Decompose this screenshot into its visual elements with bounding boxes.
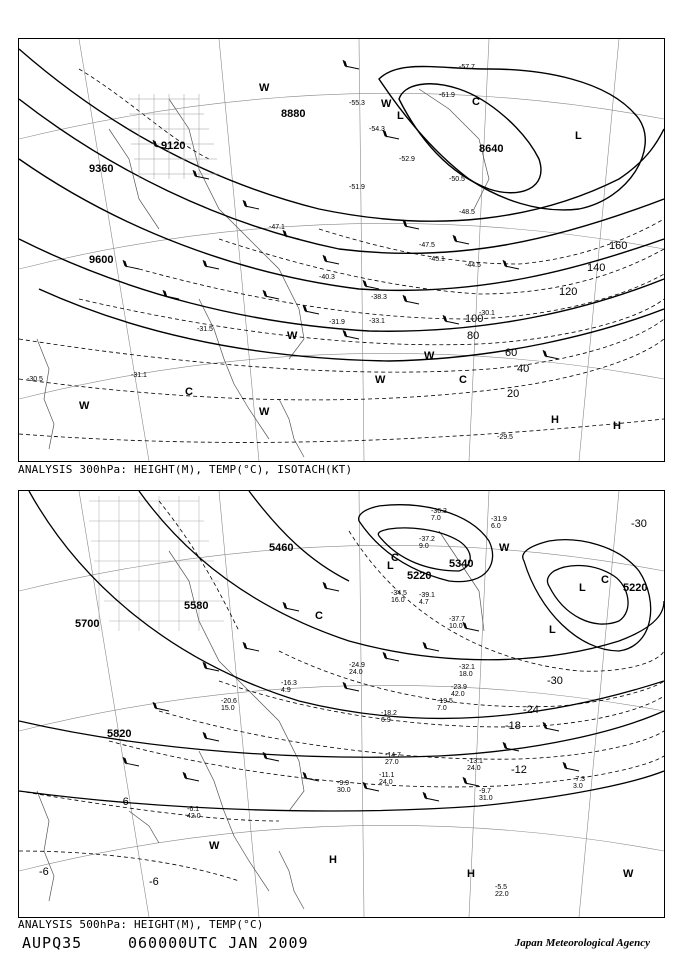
station-temperature: -31.9 (491, 516, 507, 523)
high-pressure-symbol: H (467, 868, 475, 880)
station-dewpoint-depression: 6.0 (491, 523, 501, 530)
height-label-8880: 8880 (281, 108, 306, 120)
height-label-9600: 9600 (89, 254, 114, 266)
warm-center-symbol: W (424, 350, 435, 362)
low-pressure-symbol: L (387, 560, 394, 572)
station-dewpoint-depression: 42.0 (451, 691, 465, 698)
temp-value: -44.5 (465, 262, 481, 269)
wind-barb (323, 255, 339, 264)
temp-value: -45.1 (429, 256, 445, 263)
warm-center-symbol: W (499, 542, 510, 554)
wind-barb (123, 757, 139, 766)
isotach-label-40: 40 (517, 363, 530, 375)
cold-center-symbol: C (185, 386, 193, 398)
panel-caption-500hpa: ANALYSIS 500hPa: HEIGHT(M), TEMP(°C) (18, 918, 264, 931)
height-contours (19, 49, 664, 361)
wind-barb (463, 777, 479, 786)
wind-barb (243, 642, 259, 651)
cold-center-symbol: C (459, 374, 467, 386)
height-label-5220-east: 5220 (623, 582, 648, 594)
station-dewpoint-depression: 4.7 (419, 599, 429, 606)
station-dewpoint-depression: 31.0 (479, 795, 493, 802)
height-label-9120: 9120 (161, 140, 186, 152)
chart-id: AUPQ35 (22, 934, 83, 952)
station-temperature: -16.3 (281, 680, 297, 687)
wind-barb (163, 290, 179, 299)
wind-barb (363, 782, 379, 791)
wind-barb (263, 290, 279, 299)
coastlines (37, 89, 489, 457)
station-dewpoint-depression: 7.0 (431, 515, 441, 522)
station-temperature: -32.1 (459, 664, 475, 671)
temp-value: -29.5 (497, 434, 513, 441)
height-label-5820: 5820 (107, 728, 132, 740)
station-dewpoint-depression: 7.0 (437, 705, 447, 712)
valid-time: 060000UTC JAN 2009 (128, 934, 309, 952)
wind-barb (153, 702, 169, 711)
wind-barb (203, 260, 219, 269)
panel-caption-300hpa: ANALYSIS 300hPa: HEIGHT(M), TEMP(°C), ISOTACH(KT) (18, 463, 353, 476)
wind-barb (423, 792, 439, 801)
wind-barb (343, 330, 359, 339)
temp-value: -50.5 (449, 176, 465, 183)
station-dewpoint-depression: 27.0 (385, 759, 399, 766)
station-temperature: -37.7 (449, 616, 465, 623)
isotach-label-100: 100 (465, 313, 484, 325)
isotherm-label: -24 (523, 704, 539, 716)
warm-center-symbol: W (209, 840, 220, 852)
temp-value: -31.1 (131, 372, 147, 379)
temp-value: -38.3 (371, 294, 387, 301)
isotach-label-20: 20 (507, 388, 520, 400)
temp-value: -52.9 (399, 156, 415, 163)
station-temperature: -14.7 (385, 752, 401, 759)
wind-barb (203, 662, 219, 671)
warm-center-symbol: W (259, 82, 270, 94)
station-dewpoint-depression: 4.9 (281, 687, 291, 694)
weather-map-300hpa (19, 39, 664, 461)
temp-value: -57.7 (459, 64, 475, 71)
wind-barb (343, 682, 359, 691)
temp-value: -31.5 (197, 326, 213, 333)
wind-barb (123, 260, 139, 269)
height-label-5580: 5580 (184, 600, 209, 612)
wind-barb (323, 582, 339, 591)
low-pressure-symbol: L (579, 582, 586, 594)
station-dewpoint-depression: 24.0 (349, 669, 363, 676)
station-temperature: -23.9 (451, 684, 467, 691)
temp-value: -48.5 (459, 209, 475, 216)
station-dewpoint-depression: 6.9 (381, 717, 391, 724)
station-temperature: -20.6 (221, 698, 237, 705)
station-temperature: -7.3 (573, 776, 586, 783)
height-label-5220: 5220 (407, 570, 432, 582)
isotach-label-120: 120 (559, 286, 578, 298)
station-temperature: -9.7 (479, 788, 492, 795)
wind-barb (343, 60, 359, 69)
wind-barb (203, 732, 219, 741)
temp-value: -51.9 (349, 184, 365, 191)
station-temperature: -24.9 (349, 662, 365, 669)
station-temperature: -37.2 (419, 536, 435, 543)
wind-barb (543, 722, 559, 731)
isotherm-label: -6 (119, 796, 129, 808)
station-dewpoint-depression: 22.0 (495, 891, 509, 898)
height-label-9360: 9360 (89, 163, 114, 175)
station-temperature: -34.5 (391, 590, 407, 597)
weather-map-500hpa (19, 491, 664, 917)
temp-value: -33.1 (369, 318, 385, 325)
station-temperature: -13.1 (467, 758, 483, 765)
temp-value: -30.5 (27, 376, 43, 383)
height-label-5340: 5340 (449, 558, 474, 570)
station-dewpoint-depression: 3.0 (573, 783, 583, 790)
wind-barb (383, 130, 399, 139)
wind-barb (563, 762, 579, 771)
height-label-5460: 5460 (269, 542, 294, 554)
isotach-label-140: 140 (587, 262, 606, 274)
wind-barb (283, 230, 299, 239)
wind-barb (243, 200, 259, 209)
temp-value: -54.3 (369, 126, 385, 133)
wind-barb (463, 622, 479, 631)
station-dewpoint-depression: 30.0 (337, 787, 351, 794)
wind-barb (503, 260, 519, 269)
temp-value: -47.1 (269, 224, 285, 231)
station-dewpoint-depression: 18.0 (459, 671, 473, 678)
isotherm-label: -30 (631, 518, 647, 530)
temp-value: -47.5 (419, 242, 435, 249)
warm-center-symbol: W (287, 330, 298, 342)
low-pressure-symbol: L (397, 110, 404, 122)
height-contours (19, 491, 664, 811)
warm-center-symbol: W (623, 868, 634, 880)
station-dewpoint-depression: 15.0 (221, 705, 235, 712)
map-panel-500hpa (18, 490, 665, 918)
graticule (19, 491, 664, 917)
isotherm-contours (19, 501, 664, 881)
station-temperature: -9.9 (337, 780, 350, 787)
isotach-label-80: 80 (467, 330, 480, 342)
isotherm-label: -12 (511, 764, 527, 776)
temp-value: -30.1 (479, 310, 495, 317)
station-temperature: -11.1 (379, 772, 395, 779)
map-panel-300hpa (18, 38, 665, 462)
high-pressure-symbol: H (329, 854, 337, 866)
low-pressure-symbol: L (575, 130, 582, 142)
wind-barb (383, 652, 399, 661)
cold-center-symbol: C (315, 610, 323, 622)
temp-value: -31.9 (329, 319, 345, 326)
cold-center-symbol: C (391, 552, 399, 564)
station-dewpoint-depression: 24.0 (379, 779, 393, 786)
wind-barb (263, 752, 279, 761)
station-dewpoint-depression: 24.0 (467, 765, 481, 772)
station-dewpoint-depression: 42.0 (187, 813, 201, 820)
station-temperature: -5.5 (495, 884, 508, 891)
warm-center-symbol: W (375, 374, 386, 386)
isotherm-label: -18 (505, 720, 521, 732)
wind-barb (453, 235, 469, 244)
isotherm-label: -30 (547, 675, 563, 687)
station-temperature: -19.5 (437, 698, 453, 705)
station-dewpoint-depression: 10.0 (449, 623, 463, 630)
height-label-8640: 8640 (479, 143, 504, 155)
station-dewpoint-depression: 16.0 (391, 597, 405, 604)
wind-barb (363, 280, 379, 289)
wind-barb (423, 642, 439, 651)
high-pressure-symbol: H (613, 420, 621, 432)
height-label-5700: 5700 (75, 618, 100, 630)
isotach-contours (19, 69, 664, 442)
isotach-label-160: 160 (609, 240, 628, 252)
wind-barb (193, 170, 209, 179)
wind-barb (283, 602, 299, 611)
temp-value: -40.3 (319, 274, 335, 281)
station-temperature: -39.1 (419, 592, 435, 599)
isotherm-label: -6 (149, 876, 159, 888)
wind-barb (543, 350, 559, 359)
temp-value: -61.9 (439, 92, 455, 99)
cold-center-symbol: C (472, 96, 480, 108)
warm-center-symbol: W (259, 406, 270, 418)
high-pressure-symbol: H (551, 414, 559, 426)
station-temperature: -36.3 (431, 508, 447, 515)
station-temperature: -6.1 (187, 806, 200, 813)
wind-barb (443, 315, 459, 324)
wind-barb (403, 295, 419, 304)
cold-center-symbol: C (601, 574, 609, 586)
agency-name: Japan Meteorological Agency (514, 937, 650, 949)
station-dewpoint-depression: 9.0 (419, 543, 429, 550)
temp-value: -55.3 (349, 100, 365, 107)
warm-center-symbol: W (79, 400, 90, 412)
low-pressure-symbol: L (549, 624, 556, 636)
warm-center-symbol: W (381, 98, 392, 110)
isotherm-label: -6 (39, 866, 49, 878)
station-temperature: -18.2 (381, 710, 397, 717)
isotach-label-60: 60 (505, 347, 518, 359)
wind-barb (183, 772, 199, 781)
